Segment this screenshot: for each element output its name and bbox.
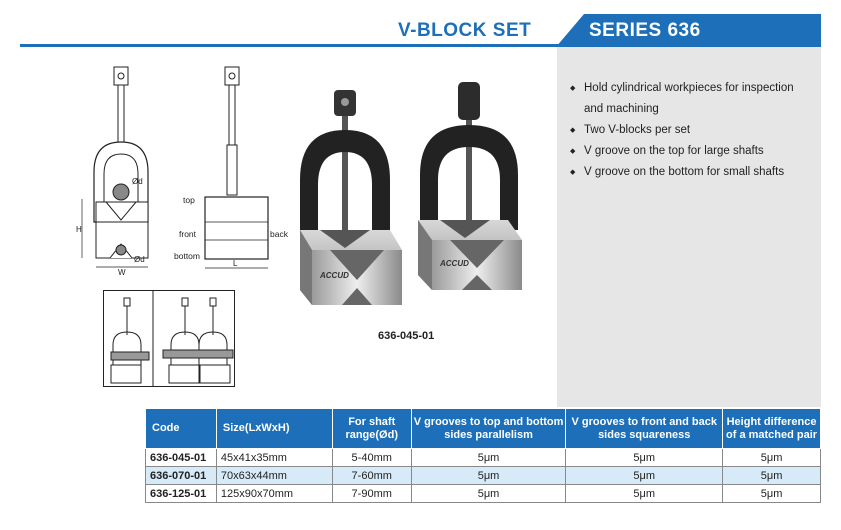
label-back: back [270,229,288,239]
product-model-label: 636-045-01 [378,330,435,342]
header-parallelism: V grooves to top and bottom sides parallelism [411,409,566,449]
series-label: SERIES 636 [589,20,701,41]
table-header-row [146,409,821,449]
label-top: top [183,195,195,205]
cell-size: 70x63x44mm [216,467,332,485]
cell-shaft-range: 5-40mm [332,449,411,467]
cell-height-diff: 5μm [723,449,821,467]
label-front: front [179,229,197,239]
cell-code: 636-045-01 [146,449,217,467]
dim-d1-label: Ød [132,177,143,186]
table-row [146,467,821,485]
header-height-diff: Height difference of a matched pair [723,409,821,449]
table-row [146,485,821,503]
header-size: Size(LxWxH) [216,409,332,449]
feature-list [568,78,813,183]
dim-w-label: W [118,268,126,277]
cell-squareness: 5μm [566,485,723,503]
usage-illustration [103,290,235,387]
header-shaft-range: For shaft range(Ød) [332,409,411,449]
label-bottom: bottom [174,251,200,261]
feature-item: ◆ Hold cylindrical workpieces for inspection and machining [568,78,813,120]
brand-right: ACCUD [440,259,469,268]
cell-parallelism: 5μm [411,449,566,467]
cell-size: 125x90x70mm [216,485,332,503]
table-row [146,449,821,467]
cell-code: 636-125-01 [146,485,217,503]
header-code: Code [146,409,217,449]
cell-shaft-range: 7-60mm [332,467,411,485]
dim-l-label: L [233,259,238,268]
cell-squareness: 5μm [566,449,723,467]
front-view-drawing [72,62,182,277]
cell-parallelism: 5μm [411,467,566,485]
feature-item: ◆ Two V-blocks per set [568,120,813,141]
feature-item: ◆ V groove on the top for large shafts [568,141,813,162]
side-view-drawing [200,62,280,277]
dim-h-label: H [76,225,82,234]
cell-height-diff: 5μm [723,485,821,503]
product-photo [290,80,530,315]
spec-table [145,408,821,503]
brand-left: ACCUD [320,271,349,280]
cell-squareness: 5μm [566,467,723,485]
header-squareness: V grooves to front and back sides squareness [566,409,723,449]
cell-height-diff: 5μm [723,467,821,485]
cell-code: 636-070-01 [146,467,217,485]
page-title: V-BLOCK SET [398,20,532,41]
dim-d2-label: Ød [134,255,145,264]
cell-parallelism: 5μm [411,485,566,503]
cell-size: 45x41x35mm [216,449,332,467]
feature-item: ◆ V groove on the bottom for small shafts [568,162,813,183]
cell-shaft-range: 7-90mm [332,485,411,503]
